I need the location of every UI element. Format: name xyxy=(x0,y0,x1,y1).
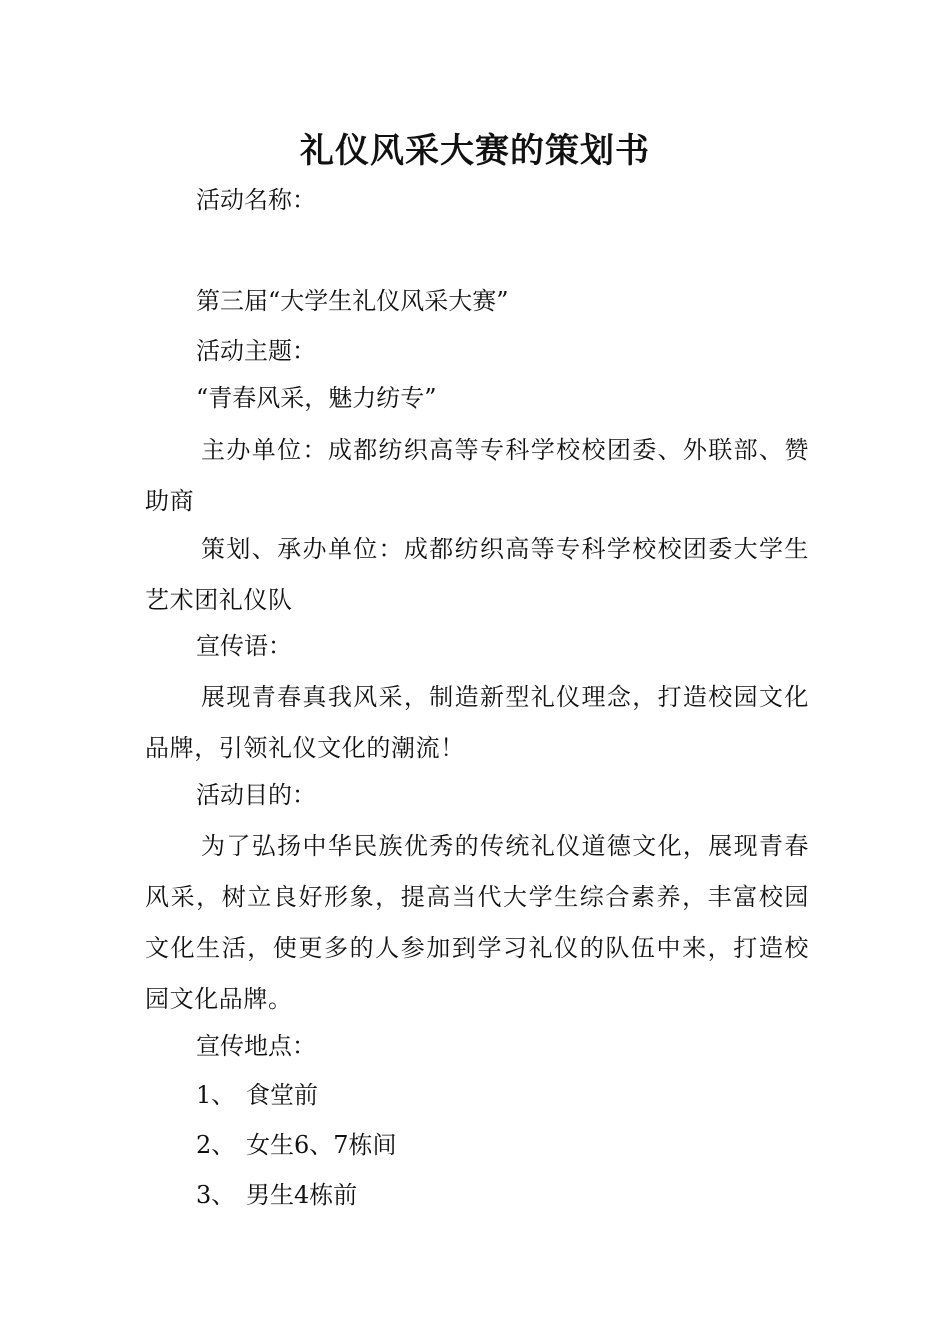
list-item-text: 男生4栋前 xyxy=(246,1181,358,1209)
list-item xyxy=(0,1078,950,1112)
list-item-text: 女生6、7栋间 xyxy=(246,1131,397,1159)
list-item-number: 3、 xyxy=(196,1181,236,1209)
list-item-number: 2、 xyxy=(196,1131,236,1159)
organizer-paragraph: 主办单位：成都纺织高等专科学校校团委、外联部、赞助商 xyxy=(145,436,809,515)
purpose-paragraph: 为了弘扬中华民族优秀的传统礼仪道德文化，展现青春风采，树立良好形象，提高当代大学生综合素养，丰富校园文化生活，使更多的人参加到学习礼仪的队伍中来，打造校园文化品牌。 xyxy=(145,832,809,1013)
list-item xyxy=(0,1178,950,1212)
activity-name: 第三届“大学生礼仪风采大赛” xyxy=(196,287,509,315)
activity-name-label: 活动名称： xyxy=(196,186,316,214)
theme-label: 活动主题： xyxy=(196,337,316,365)
list-item xyxy=(0,1128,950,1162)
purpose-label: 活动目的： xyxy=(196,781,316,809)
locations-label: 宣传地点： xyxy=(196,1032,316,1060)
list-item-text: 食堂前 xyxy=(246,1081,318,1109)
slogan-paragraph: 展现青春真我风采，制造新型礼仪理念，打造校园文化品牌，引领礼仪文化的潮流！ xyxy=(145,683,809,762)
list-item-number: 1、 xyxy=(196,1081,236,1109)
planner-paragraph: 策划、承办单位：成都纺织高等专科学校校团委大学生艺术团礼仪队 xyxy=(145,535,809,614)
theme-text: “青春风采，魅力纺专” xyxy=(196,384,437,412)
slogan-label: 宣传语： xyxy=(196,632,292,660)
document-title: 礼仪风采大赛的策划书 xyxy=(300,131,650,171)
